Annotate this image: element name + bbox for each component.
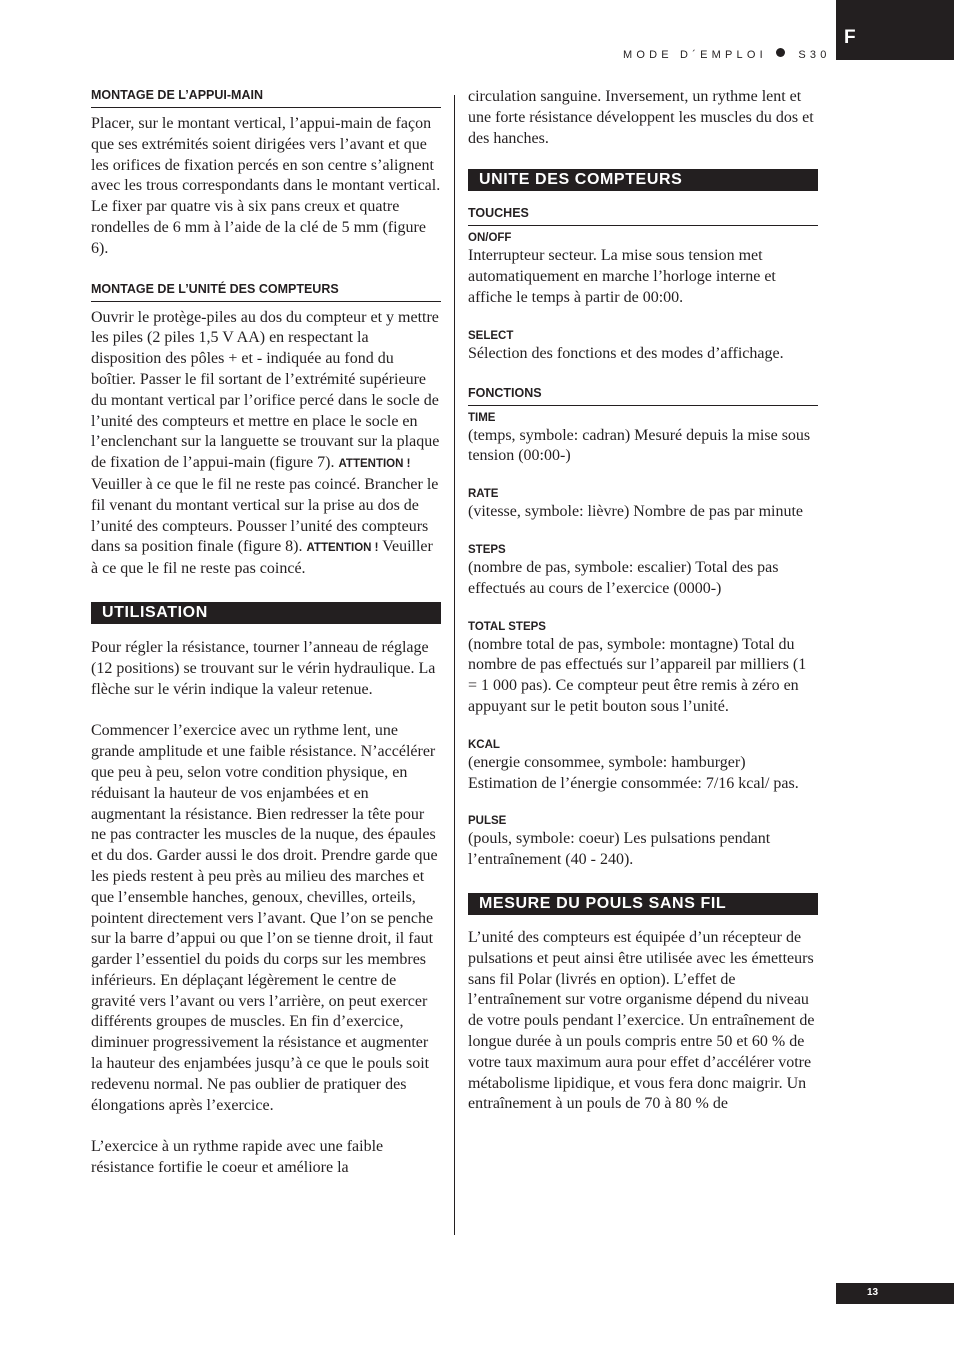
text-pulse: (pouls, symbole: coeur) Les pulsations pendant l’entraînement (40 - 240). <box>468 830 771 869</box>
language-tab <box>836 0 954 60</box>
attention-label: ATTENTION ! <box>338 458 411 471</box>
text-segment: Veuiller à ce que le fil ne reste pas coincé. Brancher le fil venant du montant vertical sur la prise au dos de l’unité des compteurs. Pousser l’unité des compteurs dans sa position finale (figure 8). <box>91 475 439 556</box>
text-segment: Ouvrir le protège-piles au dos du compteur et y mettre les piles (2 piles 1,5 V AA) en respectant la disposition des pôles + et - indiquée au fond du boîtier. Passer le fil sortant de l’extrémité supérieure du montant vertical par l’orifice percé dans le socle de l’unité des compteurs et mettre en place le socle en l’enclenchant sur la languette se trouvant sur la plaque de fixation de l’appui-main (figure 7). <box>91 308 440 472</box>
label-kcal: KCAL <box>468 738 500 751</box>
section-bar-unite-compteurs: UNITE DES COMPTEURS <box>468 169 818 191</box>
running-header <box>623 48 831 61</box>
text-rate: (vitesse, symbole: lièvre) Nombre de pas par minute <box>468 503 804 521</box>
paragraph-utilisation-2: Commencer l’exercice avec un rythme lent, une grande amplitude et une faible résistance. N’accélérer que peu à peu, selon votre condition physique, en réduisant la hauteur de vos enjambées et en augmentant la résistance. Bien redresser la tête pour ne pas contracter les muscles de la nuque, des épaules et du dos. Garder aussi le dos droit. Prendre garde que les pieds restent à peu près au milieu des marches et que l’ensemble hanches, genoux, chevilles, orteils, pointent directement vers l’avant. Que l’on se penche sur la barre d’appui ou que l’on se tienne droit, il faut garder l’essentiel du poids du corps sur les membres inférieurs. En déplaçant légèrement le centre de gravité vers l’avant ou vers l’arrière, on peut exercer différents groupes de muscles. En fin d’exercice, diminuer progressivement la résistance et augmenter la hauteur des enjambées jusqu’à ce que le pouls soit redevenu normal. Ne pas oublier de pratiquer des élongations après l’exercice. <box>91 722 438 1114</box>
text-segment: Veuiller à ce que le fil ne reste pas coincé. <box>91 538 433 578</box>
label-time: TIME <box>468 411 496 424</box>
text-onoff: Interrupteur secteur. La mise sous tension met automatiquement en marche l’horloge interne et affiche le temps à partir de 00:00. <box>468 247 776 306</box>
label-onoff: ON/OFF <box>468 232 512 245</box>
section-heading-unite-compteurs: MONTAGE DE L’UNITÉ DES COMPTEURS <box>91 282 441 302</box>
paragraph-utilisation-3: L’exercice à un rythme rapide avec une faible résistance fortifie le coeur et améliore la <box>91 1138 384 1177</box>
paragraph-unite-compteurs <box>91 308 441 580</box>
page-number <box>836 1283 954 1304</box>
label-steps: STEPS <box>468 543 506 556</box>
section-heading-appui-main: MONTAGE DE L’APPUI-MAIN <box>91 88 441 108</box>
section-bar-utilisation: UTILISATION <box>91 602 441 624</box>
column-divider <box>454 95 455 1235</box>
paragraph-mesure-pouls: L’unité des compteurs est équipée d’un récepteur de pulsations et peut ainsi être utilisée avec les émetteurs sans fil Polar (livrés en option). L’effet de l’entraînement sur votre organisme dépend du niveau de votre pouls pendant l’exercice. Un entraînement de longue durée à un pouls compris entre 50 et 60 % de votre taux maximum aura pour effet d’accélérer votre métabolisme lipidique, et vous fera donc maigrir. Un entraînement à un pouls de 70 à 80 % de <box>468 928 815 1113</box>
text-total-steps: (nombre total de pas, symbole: montagne) Total du nombre de pas effectués sur l’appareil par milliers (1 = 1 000 pas). Ce compteur peut être remis à zéro en appuyant sur le petit bouton sous l’unité. <box>468 635 807 715</box>
label-rate: RATE <box>468 488 499 501</box>
text-select: Sélection des fonctions et des modes d’affichage. <box>468 344 784 362</box>
left-column <box>91 88 441 1179</box>
subheading-touches: TOUCHES <box>468 206 818 226</box>
text-time: (temps, symbole: cadran) Mesuré depuis la mise sous tension (00:00-) <box>468 426 811 465</box>
section-bar-mesure-pouls: MESURE DU POULS SANS FIL <box>468 893 818 915</box>
paragraph-utilisation-1: Pour régler la résistance, tourner l’anneau de réglage (12 positions) se trouvant sur le vérin hydraulique. La flèche sur le vérin indique la valeur retenue. <box>91 638 436 698</box>
header-model: S30 <box>798 49 831 61</box>
paragraph-continuation: circulation sanguine. Inversement, un rythme lent et une forte résistance développent les muscles du dos et des hanches. <box>468 88 814 147</box>
header-manual-title: MODE D´EMPLOI <box>623 49 767 61</box>
subheading-fonctions: FONCTIONS <box>468 386 818 406</box>
paragraph-appui-main: Placer, sur le montant vertical, l’appui-main de façon que ses extrémités soient dirigées vers l’avant et que les orifices de fixation percés en son centre s’alignent avec les trous correspondants dans le montant vertical. Le fixer par quatre vis à six pans creux et quatre rondelles de 6 mm à l’aide de la clé de 5 mm (figure 6). <box>91 115 441 257</box>
label-pulse: PULSE <box>468 815 507 828</box>
text-steps: (nombre de pas, symbole: escalier) Total des pas effectués au cours de l’exercice (0000-) <box>468 558 779 597</box>
label-select: SELECT <box>468 329 514 342</box>
bullet-dot-icon <box>776 48 785 57</box>
text-kcal: (energie consommee, symbole: hamburger) Estimation de l’énergie consommée: 7/16 kcal/ pas. <box>468 753 799 792</box>
right-column <box>468 87 818 1115</box>
label-total-steps: TOTAL STEPS <box>468 620 546 633</box>
page-number-label: 13 <box>867 1287 879 1298</box>
attention-label: ATTENTION ! <box>306 542 379 555</box>
language-tab-label: F <box>844 27 856 48</box>
